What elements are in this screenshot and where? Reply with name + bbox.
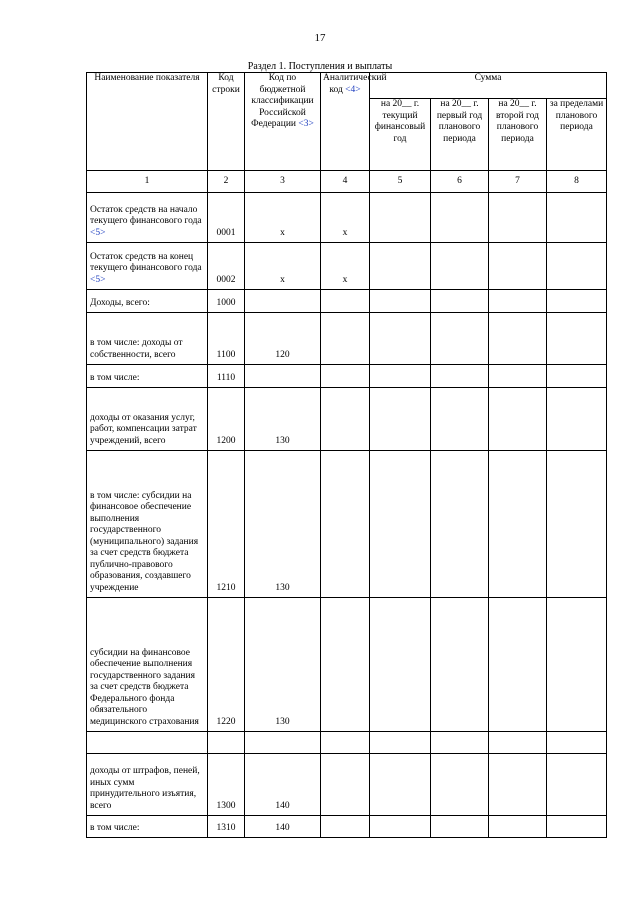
- row-analytic-code: [321, 754, 370, 816]
- header-row-code: Код строки: [208, 73, 245, 171]
- row-code: 1200: [208, 388, 245, 451]
- value-cell: [431, 754, 489, 816]
- row-name-ref[interactable]: <5>: [90, 274, 106, 285]
- row-analytic-code: [321, 732, 370, 754]
- row-analytic-code: [321, 290, 370, 313]
- header-budget-code-text: Код по бюджетной классификации Российской Федерации: [251, 73, 314, 129]
- row-analytic-code: [321, 388, 370, 451]
- row-name-text: Остаток средств на начало текущего финансового года: [90, 204, 202, 226]
- value-cell: [370, 732, 431, 754]
- column-number: 7: [489, 171, 547, 193]
- value-cell: [431, 816, 489, 838]
- page-number: 17: [314, 32, 326, 44]
- column-number: 1: [87, 171, 208, 193]
- row-code: 0001: [208, 193, 245, 243]
- header-second-plan-year: на 20__ г. второй год планового периода: [489, 99, 547, 171]
- table-row: [87, 816, 607, 838]
- column-number: 4: [321, 171, 370, 193]
- row-name: доходы от оказания услуг, работ, компенсации затрат учреждений, всего: [87, 388, 208, 451]
- value-cell: [431, 598, 489, 732]
- value-cell: [547, 732, 607, 754]
- table-row: [87, 243, 607, 290]
- value-cell: [370, 313, 431, 365]
- row-analytic-code: [321, 598, 370, 732]
- header-budget-code: [245, 73, 321, 171]
- row-code: 1000: [208, 290, 245, 313]
- header-sum-group: Сумма: [370, 73, 607, 99]
- value-cell: [431, 451, 489, 598]
- value-cell: [370, 598, 431, 732]
- row-budget-code: [245, 365, 321, 388]
- row-code: 1300: [208, 754, 245, 816]
- value-cell: [431, 313, 489, 365]
- value-cell: [431, 732, 489, 754]
- row-analytic-code: [321, 365, 370, 388]
- value-cell: [547, 451, 607, 598]
- header-current-year: на 20__ г. текущий финансовый год: [370, 99, 431, 171]
- value-cell: [489, 313, 547, 365]
- row-name: в том числе:: [87, 816, 208, 838]
- value-cell: [370, 243, 431, 290]
- value-cell: [547, 243, 607, 290]
- row-code: [208, 732, 245, 754]
- value-cell: [489, 388, 547, 451]
- value-cell: [489, 451, 547, 598]
- table-row: [87, 598, 607, 732]
- value-cell: [370, 451, 431, 598]
- receipts-payments-table: [86, 72, 607, 838]
- value-cell: [431, 365, 489, 388]
- column-number: 8: [547, 171, 607, 193]
- row-budget-code: x: [245, 243, 321, 290]
- row-name: Доходы, всего:: [87, 290, 208, 313]
- value-cell: [489, 365, 547, 388]
- value-cell: [370, 388, 431, 451]
- row-analytic-code: [321, 313, 370, 365]
- row-analytic-code: [321, 816, 370, 838]
- row-budget-code: 130: [245, 451, 321, 598]
- value-cell: [547, 816, 607, 838]
- table-row: [87, 313, 607, 365]
- header-indicator-name: Наименование показателя: [87, 73, 208, 171]
- table-row: [87, 388, 607, 451]
- value-cell: [489, 732, 547, 754]
- table-row: [87, 193, 607, 243]
- row-name: в том числе: субсидии на финансовое обеспечение выполнения государственного (муниципального) задания за счет средств бюджета публично-правового образования, создавшего учреждение: [87, 451, 208, 598]
- row-budget-code: [245, 732, 321, 754]
- column-numbers-row: [87, 171, 607, 193]
- value-cell: [489, 243, 547, 290]
- row-code: 1220: [208, 598, 245, 732]
- value-cell: [547, 365, 607, 388]
- row-name-ref[interactable]: <5>: [90, 227, 106, 238]
- row-analytic-code: x: [321, 243, 370, 290]
- row-name: [87, 193, 208, 243]
- row-name: в том числе: доходы от собственности, всего: [87, 313, 208, 365]
- value-cell: [489, 193, 547, 243]
- value-cell: [547, 754, 607, 816]
- value-cell: [489, 754, 547, 816]
- value-cell: [431, 243, 489, 290]
- value-cell: [370, 365, 431, 388]
- value-cell: [547, 598, 607, 732]
- row-code: 1110: [208, 365, 245, 388]
- header-budget-code-ref[interactable]: <3>: [298, 119, 314, 129]
- value-cell: [489, 598, 547, 732]
- section-title: Раздел 1. Поступления и выплаты: [247, 61, 393, 72]
- header-first-plan-year: на 20__ г. первый год планового периода: [431, 99, 489, 171]
- row-name: в том числе:: [87, 365, 208, 388]
- row-code: 0002: [208, 243, 245, 290]
- value-cell: [547, 290, 607, 313]
- row-name: [87, 732, 208, 754]
- column-number: 5: [370, 171, 431, 193]
- row-name: субсидии на финансовое обеспечение выполнения государственного задания за счет средств бюджета Федерального фонда обязательного медицинского страхования: [87, 598, 208, 732]
- row-budget-code: 130: [245, 598, 321, 732]
- value-cell: [489, 816, 547, 838]
- value-cell: [431, 388, 489, 451]
- value-cell: [370, 754, 431, 816]
- value-cell: [370, 290, 431, 313]
- header-beyond-plan: за пределами планового периода: [547, 99, 607, 171]
- row-budget-code: [245, 290, 321, 313]
- row-budget-code: 140: [245, 754, 321, 816]
- value-cell: [547, 388, 607, 451]
- row-name-text: Остаток средств на конец текущего финансового года: [90, 251, 202, 273]
- value-cell: [370, 193, 431, 243]
- row-code: 1100: [208, 313, 245, 365]
- header-analytic-code-text: Аналитический код: [323, 73, 387, 95]
- value-cell: [431, 290, 489, 313]
- column-number: 2: [208, 171, 245, 193]
- table-row: [87, 290, 607, 313]
- row-budget-code: 140: [245, 816, 321, 838]
- row-code: 1210: [208, 451, 245, 598]
- row-budget-code: 120: [245, 313, 321, 365]
- table-row: [87, 451, 607, 598]
- row-name: [87, 243, 208, 290]
- value-cell: [547, 193, 607, 243]
- header-analytic-code: [321, 73, 387, 171]
- column-number: 3: [245, 171, 321, 193]
- value-cell: [370, 816, 431, 838]
- value-cell: [547, 313, 607, 365]
- value-cell: [431, 193, 489, 243]
- row-analytic-code: [321, 451, 370, 598]
- table-row-blank: [87, 732, 607, 754]
- row-analytic-code: x: [321, 193, 370, 243]
- row-budget-code: x: [245, 193, 321, 243]
- row-name: доходы от штрафов, пеней, иных сумм принудительного изъятия, всего: [87, 754, 208, 816]
- row-budget-code: 130: [245, 388, 321, 451]
- value-cell: [489, 290, 547, 313]
- table-row: [87, 365, 607, 388]
- column-number: 6: [431, 171, 489, 193]
- header-analytic-code-ref[interactable]: <4>: [345, 84, 361, 95]
- table-row: [87, 754, 607, 816]
- row-code: 1310: [208, 816, 245, 838]
